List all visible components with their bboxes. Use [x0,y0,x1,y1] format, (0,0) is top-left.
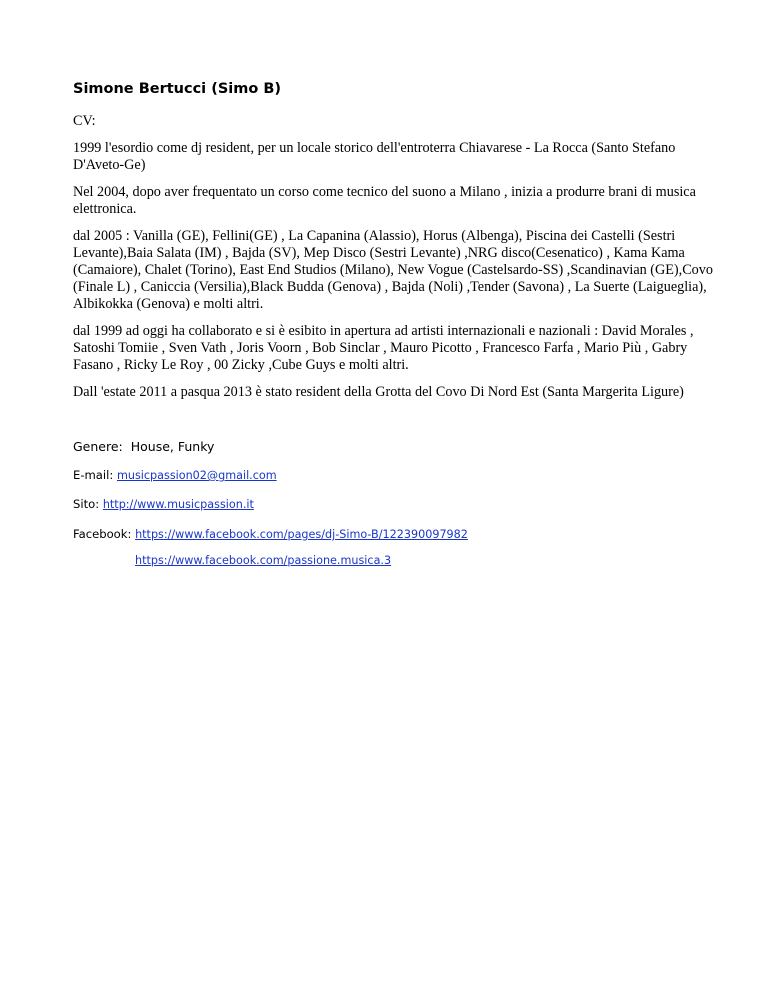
paragraph-venues: dal 2005 : Vanilla (GE), Fellini(GE) , La Capanina (Alassio), Horus (Albenga), Piscina dei Castelli (Sestri Levante),Baia Salata (IM) , Bajda (SV), Mep Disco (Sestri Levante) ,NRG disco(Cesenatico) , Kama Kama (Camaiore), Chalet (Torino), East End Studios (Milano), New Vogue (Castelsardo-SS) ,Scandinavian (GE),Covo (Finale L) , Caniccia (Versilia),Black Budda (Genova) , Bajda (Noli) ,Tender (Savona) , La Suerte (Laigueglia), Albikokka (Genova) e molti altri. [73,228,713,312]
facebook-line-2 [73,553,723,568]
site-link[interactable]: http://www.musicpassion.it [102,498,254,511]
facebook-profile-link[interactable]: https://www.facebook.com/passione.musica.3 [135,554,392,567]
page-title: Simone Bertucci (Simo B) [73,81,282,97]
paragraph-production: Nel 2004, dopo aver frequentato un corso come tecnico del suono a Milano , inizia a produrre brani di musica elettronica. [73,184,696,217]
cv-label: CV: [73,113,96,129]
paragraph-residency: Dall 'estate 2011 a pasqua 2013 è stato resident della Grotta del Covo Di Nord Est (Santa Margerita Ligure) [73,384,684,400]
genre-line [73,439,723,455]
genre-value: House, Funky [130,439,215,454]
genre-label: Genere: [73,439,123,454]
email-line [73,468,723,483]
email-label: E-mail: [73,468,114,482]
facebook-label: Facebook: [73,527,132,541]
facebook-page-link[interactable]: https://www.facebook.com/pages/dj-Simo-B/122390097982 [135,528,468,541]
paragraph-debut: 1999 l'esordio come dj resident, per un locale storico dell'entroterra Chiavarese - La Rocca (Santo Stefano D'Aveto-Ge) [73,140,676,173]
facebook-line [73,527,723,542]
site-line [73,497,723,512]
email-link[interactable]: musicpassion02@gmail.com [116,469,277,482]
paragraph-collaborations: dal 1999 ad oggi ha collaborato e si è esibito in apertura ad artisti internazionali e nazionali : David Morales , Satoshi Tomiie , Sven Vath , Joris Voorn , Bob Sinclar , Mauro Picotto , Francesco Farfa , Mario Più , Gabry Fasano , Ricky Le Roy , 00 Zicky ,Cube Guys e molti altri. [73,323,694,373]
site-label: Sito: [73,497,100,511]
document-page [73,81,723,568]
